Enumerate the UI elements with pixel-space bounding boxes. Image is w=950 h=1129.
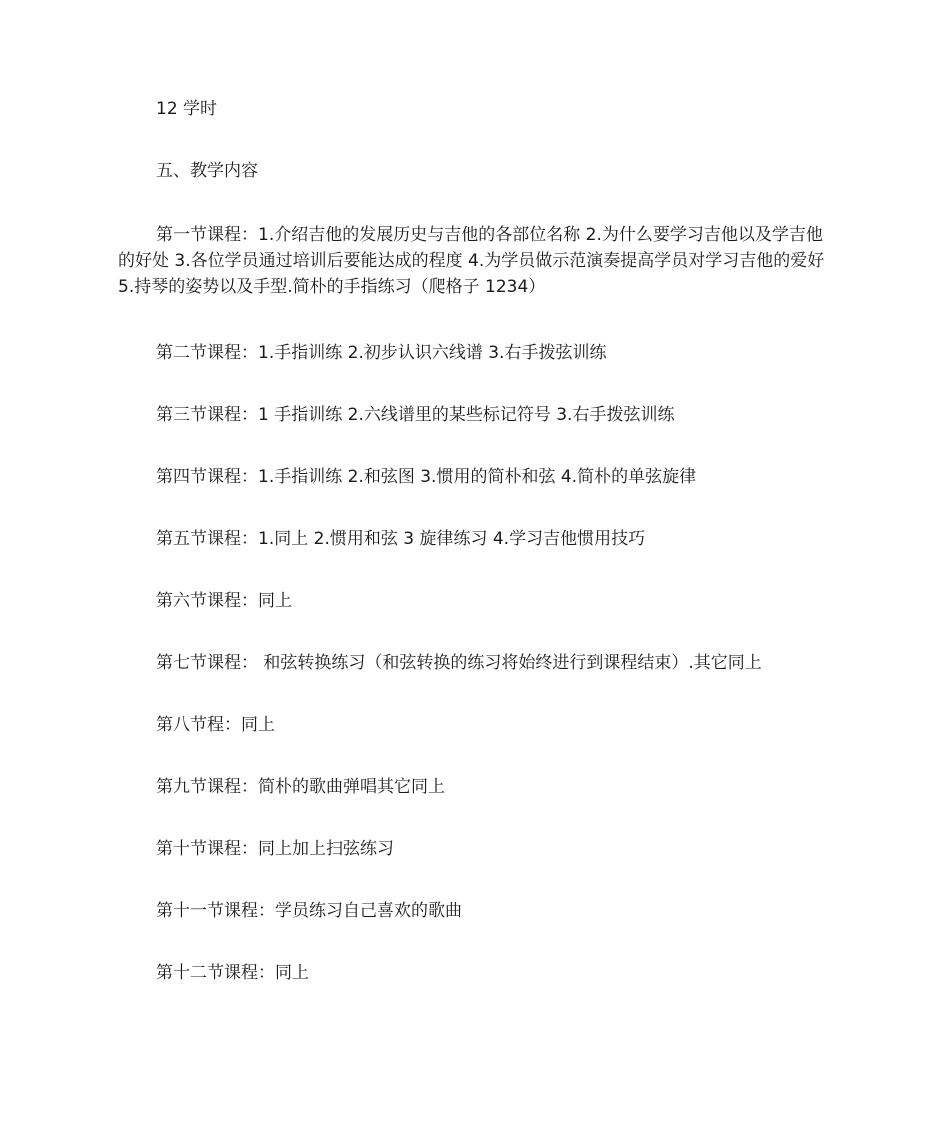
lesson-2-paragraph: 第二节课程：1.手指训练 2.初步认识六线谱 3.右手拨弦训练 bbox=[156, 343, 607, 363]
lesson-1-paragraph: 第一节课程：1.介绍吉他的发展历史与吉他的各部位名称 2.为什么要学习吉他以及学吉他的好处 3.各位学员通过培训后要能达成的程度 4.为学员做示范演奏提高学员对学习吉他的爱好 5.持琴的姿势以及手型.简朴的手指练习（爬格子 1234） bbox=[118, 225, 825, 297]
lesson-12-paragraph: 第十二节课程：同上 bbox=[156, 963, 309, 983]
lesson-4-paragraph: 第四节课程：1.手指训练 2.和弦图 3.惯用的简朴和弦 4.简朴的单弦旋律 bbox=[156, 467, 697, 487]
lesson-9-paragraph: 第九节课程：简朴的歌曲弹唱其它同上 bbox=[156, 777, 445, 797]
lesson-6-paragraph: 第六节课程：同上 bbox=[156, 591, 292, 611]
class-hours-line: 12 学时 bbox=[156, 99, 218, 119]
lesson-10-paragraph: 第十节课程：同上加上扫弦练习 bbox=[156, 839, 394, 859]
section-heading-teaching-content: 五、教学内容 bbox=[156, 161, 258, 181]
lesson-8-paragraph: 第八节程：同上 bbox=[156, 715, 275, 735]
lesson-7-paragraph: 第七节课程： 和弦转换练习（和弦转换的练习将始终进行到课程结束）.其它同上 bbox=[156, 653, 762, 673]
lesson-5-paragraph: 第五节课程：1.同上 2.惯用和弦 3 旋律练习 4.学习吉他惯用技巧 bbox=[156, 529, 646, 549]
lesson-3-paragraph: 第三节课程：1 手指训练 2.六线谱里的某些标记符号 3.右手拨弦训练 bbox=[156, 405, 675, 425]
lesson-11-paragraph: 第十一节课程：学员练习自己喜欢的歌曲 bbox=[156, 901, 462, 921]
